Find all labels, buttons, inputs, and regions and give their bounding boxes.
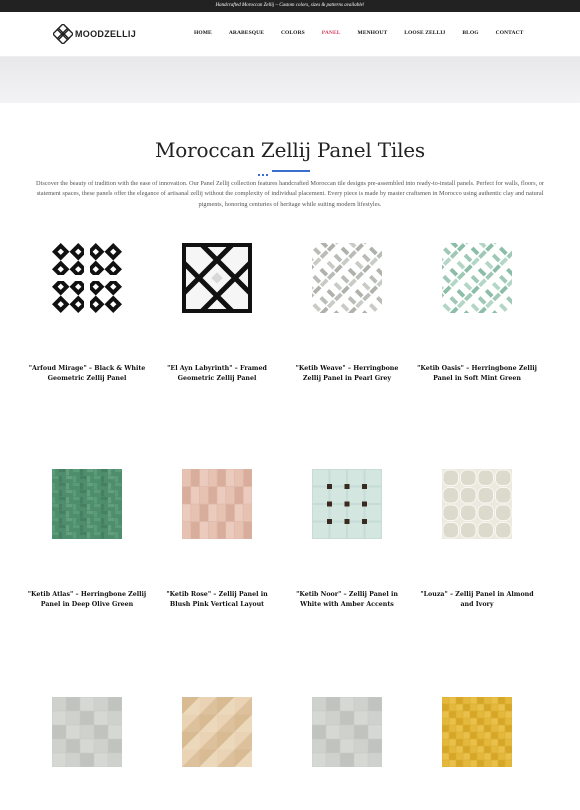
- product-title[interactable]: "Ketib Oasis" – Herringbone Zellij Panel in Soft Mint Green: [417, 365, 537, 383]
- product-title[interactable]: "Ketib Weave" – Herringbone Zellij Panel in Pearl Grey: [295, 365, 399, 383]
- site-header: [0, 12, 580, 57]
- product-title[interactable]: "Ketib Atlas" – Herringbone Zellij Panel in Deep Olive Green: [27, 591, 147, 609]
- product-title[interactable]: "Louza" – Zellij Panel in Almond and Ivory: [420, 591, 534, 609]
- main-menu: [194, 30, 540, 36]
- nav-item-menhout[interactable]: MENHOUT: [357, 30, 388, 36]
- announcement-bar: Handcrafted Moroccan Zellij – Custom colors, sizes & patterns available!: [0, 0, 580, 12]
- product-image-black-white-geometric-panel[interactable]: [52, 243, 122, 313]
- product-title[interactable]: "El Ayn Labyrinth" – Framed Geometric Zellij Panel: [167, 365, 267, 383]
- nav-item-panel[interactable]: PANEL: [321, 30, 341, 36]
- hero-banner: [0, 57, 580, 103]
- product-image-blush-pink-vertical[interactable]: [182, 469, 252, 539]
- product-image-herringbone-pearl-grey[interactable]: [312, 243, 382, 313]
- product-image-framed-geometric-panel[interactable]: [182, 243, 252, 313]
- product-title[interactable]: "Ketib Noor" – Zellij Panel in White with Amber Accents: [296, 591, 398, 609]
- product-image-grey-square-panel[interactable]: [52, 697, 122, 767]
- product-image-herringbone-olive-green[interactable]: [52, 469, 122, 539]
- nav-item-loose-zellij[interactable]: LOOSE ZELLIJ: [404, 30, 446, 36]
- nav-item-blog[interactable]: BLOG: [462, 30, 479, 36]
- intro-paragraph: Discover the beauty of tradition with the ease of innovation. Our Panel Zellij collection features handcrafted Moroccan tile designs pre-assembled into ready-to-install panels. Perfect for walls, floors, or statement spaces, these panels offer the elegance of artisanal zellij without the complexity of individual placement. Every piece is made by master craftsmen in Morocco using authentic clay and natural pigments, honoring centuries of heritage while suiting modern lifestyles.: [36, 180, 544, 208]
- product-image-yellow-mosaic-panel[interactable]: [442, 697, 512, 767]
- brand-name: MOODZELLIJ: [75, 29, 136, 39]
- nav-item-home[interactable]: HOME: [194, 30, 212, 36]
- product-image-grey-square-panel-2[interactable]: [312, 697, 382, 767]
- title-divider: [258, 169, 316, 172]
- logo-icon: [53, 24, 73, 44]
- brand-logo[interactable]: [53, 24, 136, 44]
- nav-item-colors[interactable]: COLORS: [280, 30, 305, 36]
- product-image-almond-ivory[interactable]: [442, 469, 512, 539]
- nav-item-contact[interactable]: CONTACT: [495, 30, 524, 36]
- product-title[interactable]: "Arfoud Mirage" – Black & White Geometric Zellij Panel: [28, 365, 146, 383]
- page-title: Moroccan Zellij Panel Tiles: [155, 138, 425, 162]
- nav-item-arabesque[interactable]: ARABESQUE: [228, 30, 264, 36]
- product-image-herringbone-mint-green[interactable]: [442, 243, 512, 313]
- product-image-diagonal-sand-panel[interactable]: [182, 697, 252, 767]
- product-title[interactable]: "Ketib Rose" – Zellij Panel in Blush Pink Vertical Layout: [166, 591, 268, 609]
- product-image-white-amber-accents[interactable]: [312, 469, 382, 539]
